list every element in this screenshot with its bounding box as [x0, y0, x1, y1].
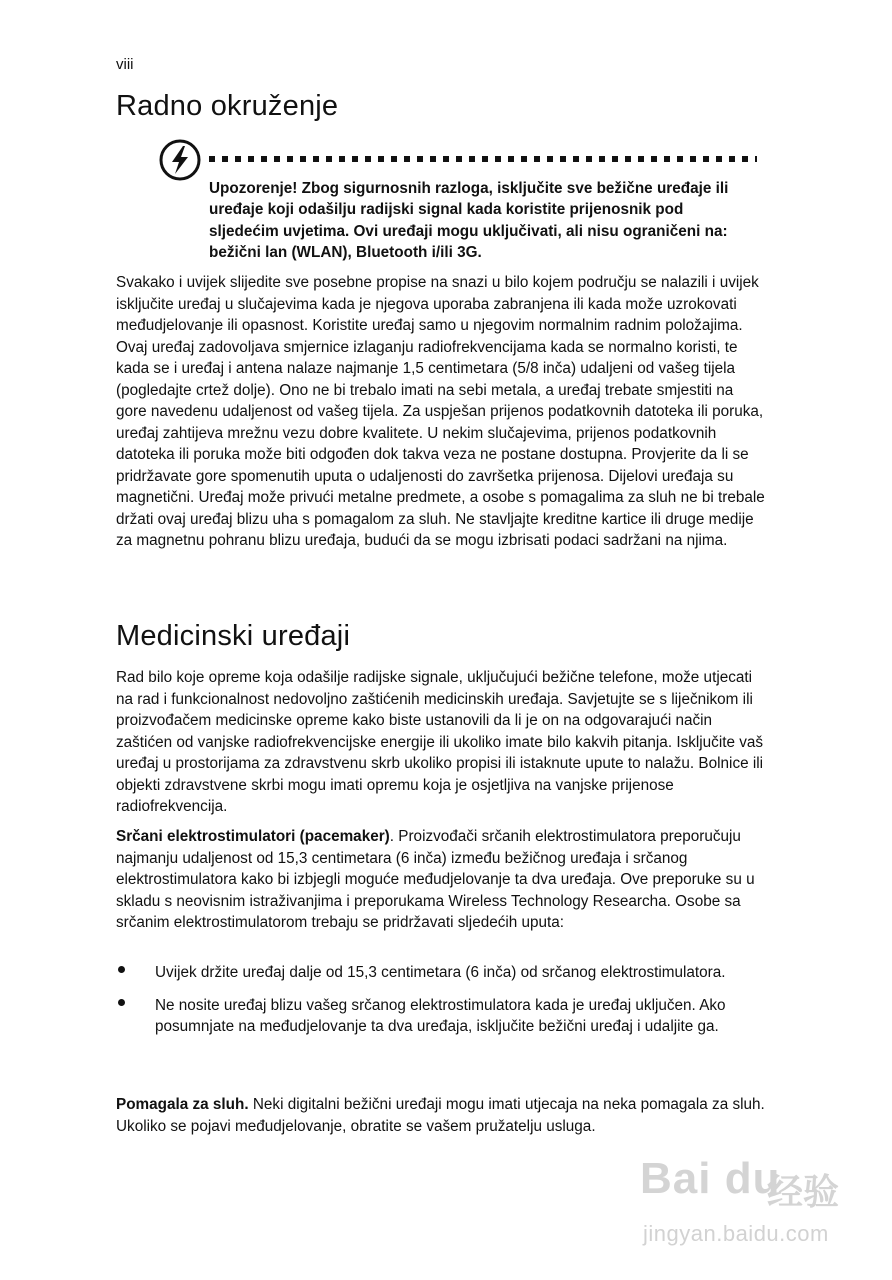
warning-text: Upozorenje! Zbog sigurnosnih razloga, isključite sve bežične uređaje ili uređaje koji odašilju radijski signal kada koristite prijenosnik pod sljedećim uvjetima. Ovi uređaji mogu uključivati, ali nisu ograničeni na: bežični lan (WLAN), Bluetooth i/ili 3G. [209, 180, 729, 261]
medicinski-paragraph: Rad bilo koje opreme koja odašilje radijske signale, uključujući bežične telefone, može utjecati na rad i funkcionalnost nedovoljno zaštićenih medicinskih uređaja. Savjetujte se s liječnikom ili proizvođačem medicinske opreme kako biste ustanovili da li je on na odgovarajući način zaštićen od vanjske radiofrekvencijske energije ili ukoliko imate bilo kakvih pitanja. Isključite vaš uređaj u prostorijama za zdravstvenu skrb ukoliko propisi ili istaknute upute to nalažu. Bolnice ili objekti zdravstvene skrbi mogu imati opremu koja je osjetljiva na vanjske prijenose radiofrekvencija. [116, 669, 764, 815]
baidu-watermark [625, 1138, 855, 1258]
bullet-text: Uvijek držite uređaj dalje od 15,3 centimetara (6 inča) od srčanog elektrostimulatora. [155, 964, 726, 981]
section-title-radno-okruzenje: Radno okruženje [116, 90, 339, 122]
pacemaker-paragraph [116, 826, 766, 934]
hearing-aids-text: Neki digitalni bežični uređaji mogu imati utjecaja na neka pomagala za sluh. Ukoliko se pojavi međudjelovanje, obratite se vašem pružatelju usluga. [116, 1096, 765, 1135]
bullet-text: Ne nosite uređaj blizu vašeg srčanog elektrostimulatora kada je uređaj uključen. Ako posumnjate na međudjelovanje ta dva uređaja, isključite bežični uređaj i udaljite ga. [155, 996, 726, 1035]
page-number: viii [116, 56, 134, 73]
hearing-aids-paragraph [116, 1094, 766, 1137]
pacemaker-bullet-list [116, 962, 766, 1049]
list-item [116, 995, 766, 1038]
list-item [116, 962, 766, 984]
watermark-logo: Bai du [640, 1154, 781, 1203]
watermark-url: jingyan.baidu.com [643, 1221, 829, 1246]
pacemaker-text: . Proizvođači srčanih elektrostimulatora preporučuju najmanju udaljenost od 15,3 centimetara (6 inča) između bežičnog uređaja i srčanog elektrostimulatora kako bi izbjegli moguće međudjelovanje ta dva uređaja. Ove preporuke su u skladu s neovisnim istraživanjima i preporukama Wireless Technology Researcha. Osobe sa srčanim elektrostimulatorom trebaju se pridržavati sljedećih uputa: [116, 828, 755, 931]
warning-dotted-rule [209, 156, 757, 162]
bullet-icon [118, 999, 125, 1006]
pacemaker-label: Srčani elektrostimulatori (pacemaker) [116, 828, 390, 845]
section-title-medicinski-uredaji: Medicinski uređaji [116, 620, 351, 652]
warning-lightning-icon [158, 138, 202, 182]
bullet-icon [118, 966, 125, 973]
hearing-aids-label: Pomagala za sluh. [116, 1096, 249, 1113]
radno-okruzenje-paragraph: Svakako i uvijek slijedite sve posebne propise na snazi u bilo kojem području se nalazili i uvijek isključite uređaj u slučajevima kada je njegova uporaba zabranjena ili kada može uzrokovati međudjelovanje ili opasnost. Koristite uređaj samo u njegovim normalnim radnim položajima. Ovaj uređaj zadovoljava smjernice izlaganju radiofrekvencijama kada se normalno koristi, te kada se i uređaj i antena nalaze najmanje 1,5 centimetara (5/8 inča) udaljeni od vašeg tijela (pogledajte crtež dolje). Ono ne bi trebalo imati na sebi metala, a uređaj trebate smjestiti na gore navedenu udaljenost od vašeg tijela. Za uspješan prijenos podatkovnih datoteka ili poruka, uređaj zahtijeva mrežnu vezu dobre kvalitete. U nekim slučajevima, prijenos podatkovnih datoteka ili poruka može biti odgođen dok takva veza ne postane dostupna. Provjerite da li se pridržavate gore spomenutih uputa o udaljenosti do završetka prijenosa. Dijelovi uređaja su magnetični. Uređaj može privući metalne predmete, a osobe s pomagalima za sluh ne bi trebale držati ovaj uređaj blizu uha s pomagalom za sluh. Ne stavljajte kreditne kartice ili druge medije za magnetnu pohranu blizu uređaja, budući da se mogu izbrisati podaci sadržani na njima. [116, 274, 765, 549]
watermark-chinese: 经验 [767, 1171, 840, 1212]
